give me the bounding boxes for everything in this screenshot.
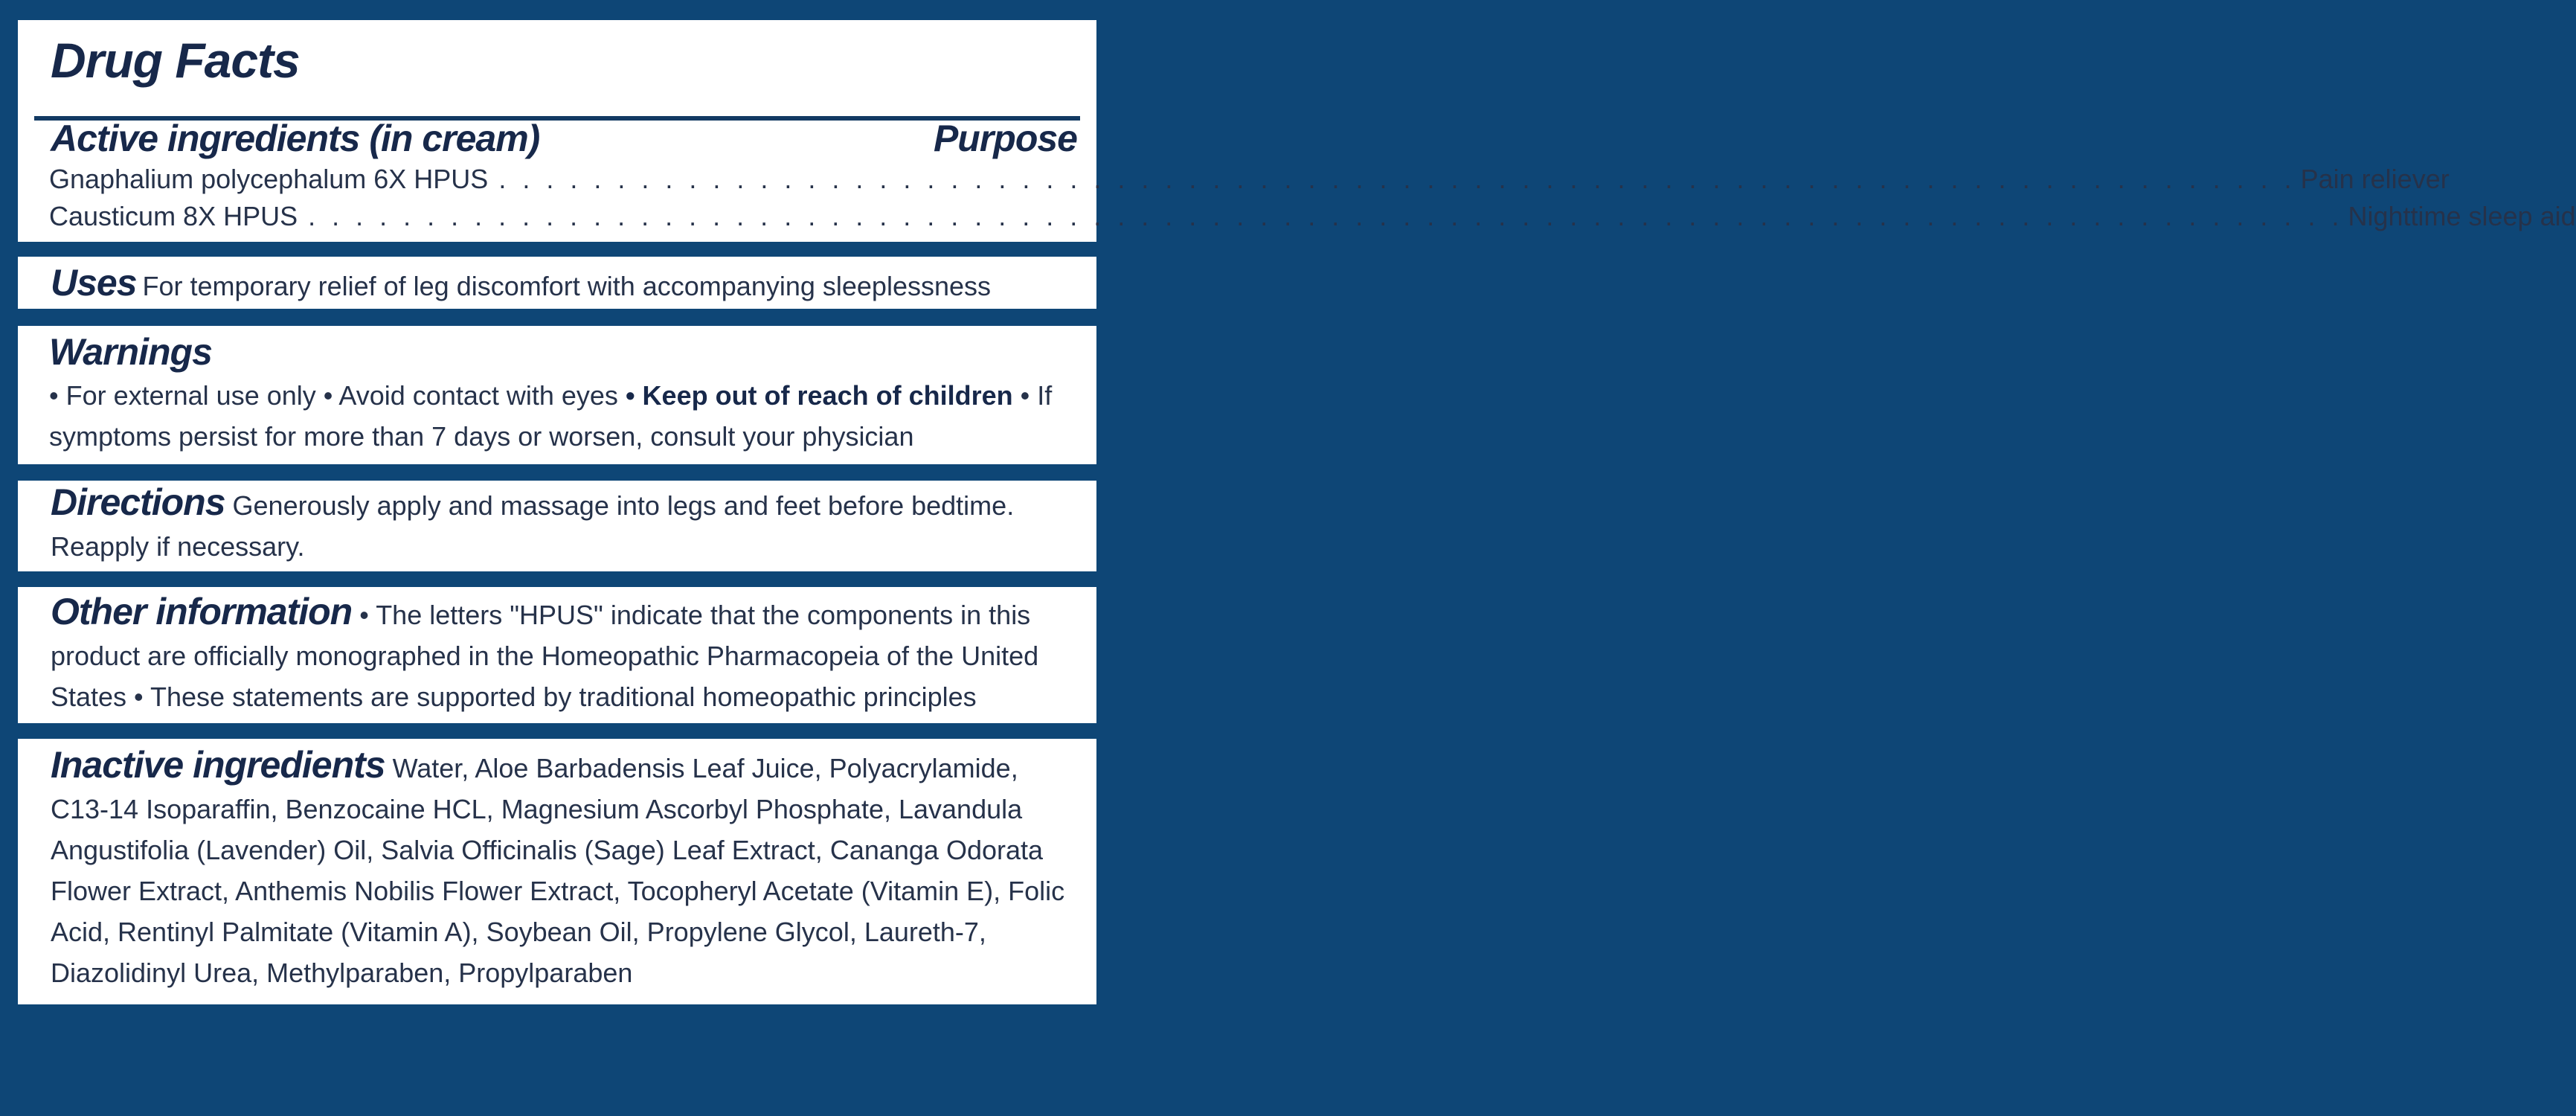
inactive-ingredients-block (51, 745, 1077, 993)
other-information-panel (18, 587, 1096, 723)
uses-line (51, 260, 991, 306)
warnings-text (49, 375, 1083, 457)
directions-panel (18, 481, 1096, 571)
active-ingredient-name: Gnaphalium polycephalum 6X HPUS (49, 164, 489, 194)
active-ingredient-row (49, 161, 2450, 197)
active-ingredient-purpose: Nighttime sleep aid (2348, 201, 2576, 231)
warnings-text-part: • For external use only • Avoid contact with eyes (49, 380, 626, 411)
warnings-panel (18, 326, 1096, 464)
uses-heading: Uses (51, 262, 137, 304)
other-information-text: • The letters "HPUS" indicate that the components in this product are officially monographed in the Homeopathic Pharmacopeia of the United States • These statements are supported by traditional homeopathic principles (51, 600, 1039, 712)
inactive-ingredients-panel (18, 739, 1096, 1004)
warnings-keep-out-of-reach: • Keep out of reach of children (625, 380, 1013, 411)
directions-block (51, 482, 1085, 567)
active-ingredients-heading: Active ingredients (in cream) (51, 118, 540, 159)
other-information-block (51, 591, 1085, 717)
purpose-heading: Purpose (933, 118, 1077, 159)
other-information-heading: Other information (51, 591, 353, 632)
active-ingredient-purpose: Pain reliever (2300, 164, 2450, 194)
active-ingredient-row (49, 199, 2576, 234)
uses-panel (18, 257, 1096, 309)
drug-facts-title: Drug Facts (51, 33, 300, 88)
uses-text: For temporary relief of leg discomfort with accompanying sleeplessness (142, 271, 992, 301)
active-ingredient-name: Causticum 8X HPUS (49, 201, 298, 231)
drug-facts-panel (18, 20, 2576, 242)
warnings-heading: Warnings (49, 331, 212, 373)
dot-leader: . . . . . . . . . . . . . . . . . . . . . . . . . . . . . . . . . . . . . . . . . . . . . . . . . . . . . . . . . . . . . . . . . . . . . . . . . . . . . . . . . . . . . . (308, 201, 2344, 231)
warnings-text-part: • If symptoms persist for more than 7 days or worsen, consult your physician (49, 380, 1053, 452)
inactive-ingredients-text: Water, Aloe Barbadensis Leaf Juice, Polyacrylamide, C13-14 Isoparaffin, Benzocaine HCL, Magnesium Ascorbyl Phosphate, Lavandula Angustifolia (Lavender) Oil, Salvia Officinalis (Sage) Leaf Extract, Cananga Odorata Flower Extract, Anthemis Nobilis Flower Extract, Tocopheryl Acetate (Vitamin E), Folic Acid, Rentinyl Palmitate (Vitamin A), Soybean Oil, Propylene Glycol, Laureth-7, Diazolidinyl Urea, Methylparaben, Propylparaben (51, 753, 1065, 988)
inactive-ingredients-heading: Inactive ingredients (51, 744, 385, 786)
dot-leader: . . . . . . . . . . . . . . . . . . . . . . . . . . . . . . . . . . . . . . . . . . . . . . . . . . . . . . . . . . . . . . . . . . . . . . . . . . . . (498, 164, 2296, 194)
directions-text: Generously apply and massage into legs and feet before bedtime. Reapply if necessary. (51, 490, 1015, 562)
directions-heading: Directions (51, 481, 225, 523)
